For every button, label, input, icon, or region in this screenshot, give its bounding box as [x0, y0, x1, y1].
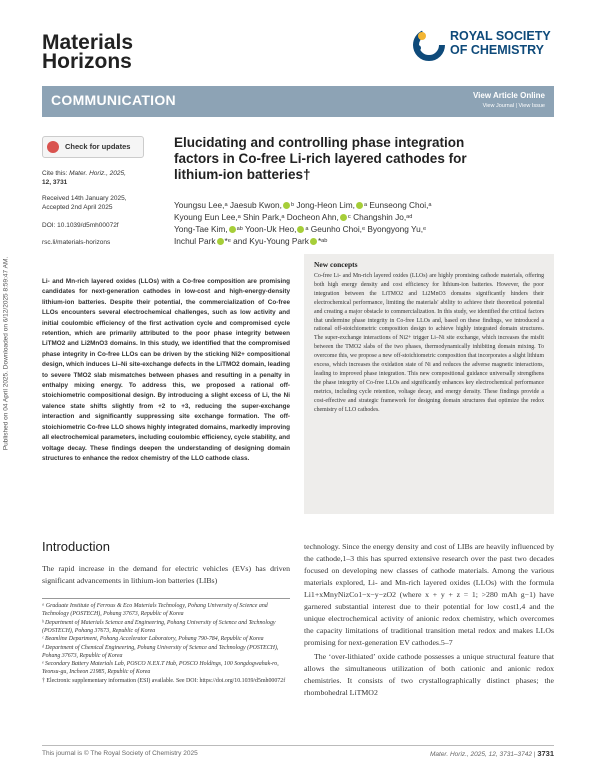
cite-label: Cite this: [42, 170, 68, 177]
author-text: *ᵃᵇ [317, 236, 328, 246]
footer-citation [430, 749, 554, 758]
check-for-updates-button[interactable] [42, 136, 144, 158]
footnote: ᵉ Secondary Battery Materials Lab, POSCO N.EX.T Hub, POSCO Holdings, 100 Songdogwahak-ro, Yeonsu-gu, Incheon 21985, Republic of Korea [42, 661, 279, 675]
author-text: ᵇ Jong-Heon Lim, [290, 200, 355, 210]
section-banner [42, 86, 554, 117]
article-dates [42, 194, 127, 212]
body-right-column [304, 541, 554, 699]
author-text: Inchul Park [174, 236, 216, 246]
page-number: 3731 [537, 749, 554, 758]
footnote: ᵇ Department of Materials Science and Engineering, Pohang University of Science and Technology (POSTECH), Pohang 37673, Republic of Korea [42, 619, 276, 634]
cite-ref: Mater. Horiz., 2025, [69, 170, 126, 177]
esi-footnote[interactable]: † Electronic supplementary information (ESI) available. See DOI: https://doi.org/10.1039/d5mh00072f [42, 677, 286, 684]
rsc-logo[interactable] [412, 26, 562, 66]
author-text: ᵃ Geunho Choi,ᵉ Byongyong Yu,ᵉ [305, 224, 427, 234]
introduction-heading: Introduction [42, 539, 110, 554]
journal-name [42, 33, 133, 71]
orcid-icon[interactable] [283, 202, 290, 209]
orcid-icon[interactable] [310, 238, 317, 245]
body-paragraph: The ‘over-lithiated’ oxide cathode possesses a unique structural feature that allows the simultaneous utilization of both cationic and anionic redox chemistries. It consists of two crystallographically distinct phases; the rhombohedral LiTMO2 [304, 652, 554, 697]
author-text: Yong-Tae Kim, [174, 224, 228, 234]
received-date: Received 14th January 2025, [42, 195, 127, 202]
side-note-text: Published on 04 April 2025. Downloaded on 6/12/2025 8:59:47 AM. [2, 256, 10, 451]
doi[interactable]: DOI: 10.1039/d5mh00072f [42, 222, 119, 229]
accepted-date: Accepted 2nd April 2025 [42, 204, 113, 211]
view-article-online-link[interactable]: View Article Online [472, 91, 545, 100]
footer-divider [42, 745, 554, 746]
orcid-icon[interactable] [217, 238, 224, 245]
footnote: ᵈ Department of Chemical Engineering, Pohang University of Science and Technology (POSTECH), Pohang 37673, Republic of Korea [42, 644, 279, 659]
new-concepts-heading: New concepts [314, 260, 358, 269]
rsc-line1: ROYAL SOCIETY [450, 29, 551, 43]
introduction-paragraph: The rapid increase in the demand for electric vehicles (EVs) has driven significant advancements in lithium-ion batteries (LIBs) [42, 564, 290, 585]
author-text: ᶜ Changshin Jo,ᵃᵈ [347, 212, 413, 222]
cite-info [42, 169, 126, 187]
check-updates-icon [47, 141, 59, 153]
new-concepts-box [304, 254, 554, 514]
author-text: Kyoung Eun Lee,ᵃ Shin Park,ᵃ Docheon Ahn, [174, 212, 339, 222]
journal-site-link[interactable]: rsc.li/materials-horizons [42, 239, 111, 246]
journal-name-line2: Horizons [42, 50, 132, 73]
affiliation-footnotes [42, 602, 290, 685]
author-text: ᵃ Eunseong Choi,ᵃ [363, 200, 432, 210]
author-text: ᵃᵇ Yoon-Uk Heo, [236, 224, 297, 234]
view-journal-issue-link[interactable]: View Journal | View Issue [482, 103, 545, 109]
author-text: *ᵉ and Kyu-Young Park [224, 236, 309, 246]
rsc-emblem-icon [412, 26, 446, 64]
footnote: ᶜ Beamline Department, Pohang Accelerator Laboratory, Pohang 790-784, Republic of Korea [42, 636, 264, 642]
footer-copyright: This journal is © The Royal Society of Chemistry 2025 [42, 750, 198, 757]
abstract: Li- and Mn-rich layered oxides (LLOs) with a Co-free composition are promising candidates for next-generation cathodes in low-cost and high-energy-density lithium-ion batteries. Despite their potential, the commercialization of Co-free LLOs encounters several electrochemical challenges, such as low activity and initial coulombic efficiency of the first activation cycle and compromised cycle retention, which are primarily attributed to the poor phase integrity between LiTMO2 and Li2MnO3 domains. In this study, we identified that the compromised phase integrity in Co-free LLOs can be driven by the sticking Ni2+ compositional design, which induces Li–Ni site-exchange defects in the LiTMO2 domain, leading to severe TMO2 slab mismatches between phases and resulting in a penalty in enthalpy mixing energy. To address this, we proposed a rational off-stoichiometric compositional design. By introducing a slight excess of Li, the Ni valence state shifts slightly from +2 to +3, reducing the super-exchange interaction and significantly suppressing site exchange formation. The off-stoichiometric Co-free LLO shows highly integrated domains, markedly improving all electrochemical parameters, including coulombic efficiency, cycle stability, and voltage decay. These findings deepen the understanding of designing domain structures to enhance the redox chemistry of the LLO cathode class. [42, 278, 290, 462]
cite-vol: 12, 3731 [42, 179, 68, 186]
author-text: Youngsu Lee,ᵃ Jaesub Kwon, [174, 200, 282, 210]
orcid-icon[interactable] [297, 226, 304, 233]
footnote: ᵃ Graduate Institute of Ferrous & Eco Materials Technology, Pohang University of Science and Technology (POSTECH), Pohang 37673, Republic of Korea [42, 603, 268, 617]
rsc-line2: OF CHEMISTRY [450, 43, 544, 57]
orcid-icon[interactable] [356, 202, 363, 209]
author-list [174, 199, 504, 247]
check-updates-label: Check for updates [65, 142, 131, 151]
body-paragraph: technology. Since the energy density and cost of LIBs are heavily influenced by the cathode,1–3 this has spurred extensive research over the past two decades focused on developing new classes of cathode materials. Among the various materials explored, Li- and Mn-rich layered oxides (LLOs) with the formula Li1+xMnyNizCo1−x−y−zO2 (where x + y + z = 1; >280 mAh g−1) have garnered substantial interest due to their potential for low cost1,4 and the unique electrochemical activity of anionic redox chemistry, which overcomes the capacity limitations of traditional transition metal redox and makes LLOs promising for next-generation EV cathodes.5–7 [304, 542, 554, 647]
footer-ref: Mater. Horiz., 2025, 12, 3731–3742 | [429, 751, 536, 758]
orcid-icon[interactable] [340, 214, 347, 221]
article-title: Elucidating and controlling phase integration factors in Co-free Li-rich layered cathodes for lithium-ion batteries† [174, 135, 467, 182]
side-publication-note [0, 200, 12, 520]
section-title: COMMUNICATION [51, 92, 176, 108]
footnote-divider [42, 598, 290, 599]
orcid-icon[interactable] [229, 226, 236, 233]
rsc-wordmark [450, 29, 551, 57]
journal-name-line1: Materials [42, 31, 134, 54]
new-concepts-body: Co-free Li- and Mn-rich layered oxides (LLOs) are highly promising cathode materials, offering both high energy density and cost efficiency for lithium-ion batteries. However, the poor integration between the LiTMO2 and Li2MnO3 domains significantly hinders their electrochemical performance, limiting the materials' ability to achieve their theoretical potential and creating a major obstacle to commercialization. In this study, we identified the critical factors that undermine phase integrity in Co-free LLOs and, based on these findings, we introduced a rational off-stoichiometric composition design to achieve highly integrated domain structures. The super-exchange interactions of Ni2+ trigger Li–Ni site exchange, which increases the misfit between the TMO2 slabs of the two phases, thermodynamically inhibiting domain mixing. To overcome this, we propose a new off-stoichiometric composition that incorporates a slight lithium excess, which increases the oxidation state of Ni and reduces the adverse magnetic interactions, leading to improved phase integration. This new compositional guidance universally strengthens the phase integrity of Co-free LLOs and significantly enhances key electrochemical performance metrics, including cycle retention, voltage decay, and energy density. These findings provide a cost-effective and strategic framework for designing domain structures that optimize the redox chemistry of LLO cathodes. [314, 273, 544, 413]
